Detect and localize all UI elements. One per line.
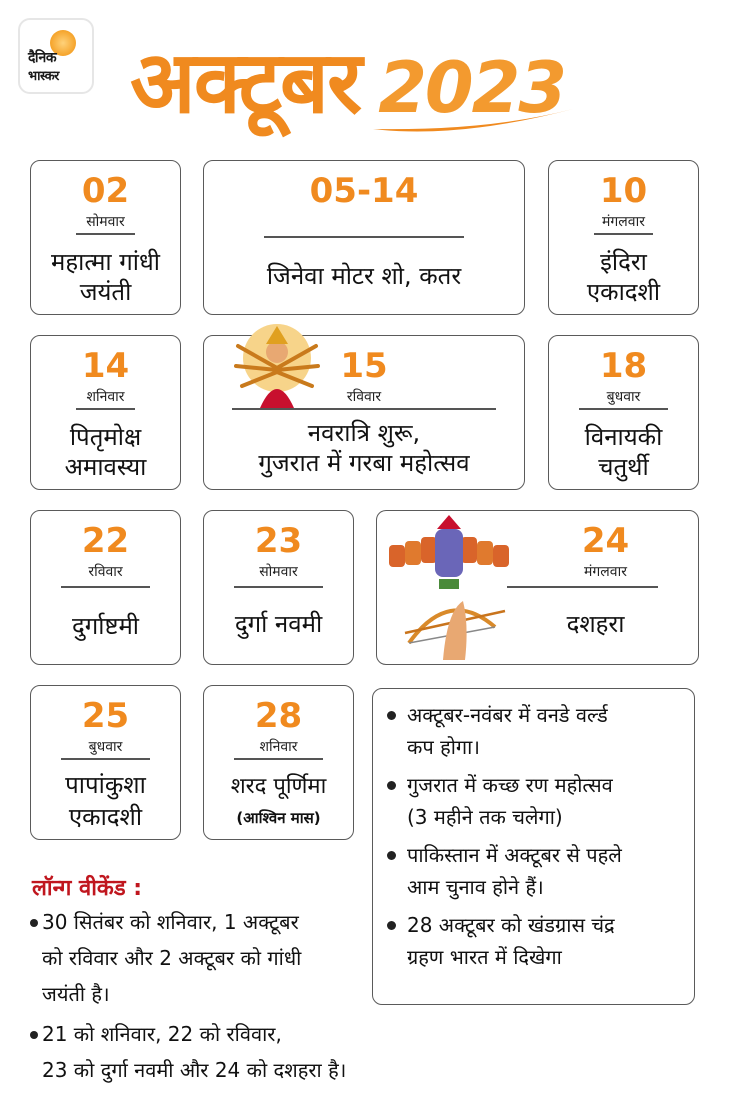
logo-line2: भास्कर (28, 69, 59, 84)
card-event-line1: इंदिरा (600, 248, 647, 276)
card-date: 28 (254, 696, 303, 736)
card-25 (30, 685, 181, 840)
card-event-line2: एकादशी (586, 278, 661, 306)
card-event-line2: एकादशी (68, 803, 143, 831)
ravana-and-bow-illustration (385, 515, 515, 660)
card-05-14 (203, 160, 525, 315)
card-divider (234, 586, 323, 588)
card-event-line1: महात्मा गांधी (51, 248, 160, 276)
card-date: 25 (81, 696, 130, 736)
card-event: दुर्गाष्टमी (71, 612, 140, 640)
bullet-icon (387, 781, 396, 790)
card-event-line2: गुजरात में गरबा महोत्सव (258, 449, 470, 477)
note-line2: कप होगा। (407, 735, 480, 759)
card-day: शनिवार (86, 389, 125, 405)
note-line1: पाकिस्तान में अक्टूबर से पहले (407, 843, 622, 867)
card-day: सोमवार (259, 564, 298, 580)
card-event: दशहरा (566, 610, 625, 638)
note-line1: अक्टूबर-नवंबर में वनडे वर्ल्ड (407, 703, 608, 727)
card-day: मंगलवार (602, 214, 645, 230)
card-divider (76, 233, 135, 235)
card-date: 18 (599, 346, 648, 386)
card-event: शरद पूर्णिमा (230, 774, 327, 799)
note-line2: ग्रहण भारत में दिखेगा (407, 945, 562, 969)
card-divider (76, 408, 135, 410)
card-date: 22 (81, 521, 130, 561)
card-date: 23 (254, 521, 303, 561)
card-event-line1: पितृमोक्ष (69, 423, 142, 451)
card-22 (30, 510, 181, 665)
card-event: दुर्गा नवमी (234, 610, 323, 638)
card-divider (264, 236, 464, 238)
card-date: 10 (599, 171, 648, 211)
card-day: मंगलवार (584, 564, 627, 580)
note-item (383, 699, 684, 763)
card-14 (30, 335, 181, 490)
long-weekend-list (30, 904, 370, 1092)
note-line1: गुजरात में कच्छ रण महोत्सव (407, 773, 613, 797)
note-item (383, 769, 684, 833)
dainik-bhaskar-logo (18, 18, 94, 94)
note-line2: आम चुनाव होने हैं। (407, 875, 544, 899)
lw-line1: 30 सितंबर को शनिवार, 1 अक्टूबर (42, 910, 299, 934)
bullet-icon (387, 851, 396, 860)
card-date: 15 (340, 346, 388, 386)
title-year (378, 33, 565, 143)
swoosh-decoration (368, 107, 578, 137)
bullet-icon (387, 711, 396, 720)
long-weekend-item (30, 904, 370, 1012)
note-item (383, 839, 684, 903)
note-line2: (3 महीने तक चलेगा) (407, 805, 563, 829)
card-divider (234, 758, 323, 760)
bullet-icon (30, 919, 38, 927)
card-day: रविवार (346, 389, 382, 405)
card-day: बुधवार (606, 389, 641, 405)
lw-line2: 23 को दुर्गा नवमी और 24 को दशहरा है। (42, 1058, 347, 1082)
card-15 (203, 335, 525, 490)
bullet-icon (387, 921, 396, 930)
card-date: 14 (81, 346, 130, 386)
card-divider (579, 408, 668, 410)
card-24 (376, 510, 699, 665)
card-event-line1: विनायकी (584, 423, 663, 451)
card-event-line2: अमावस्या (64, 453, 147, 481)
title-year-text: 2023 (378, 47, 566, 129)
card-02 (30, 160, 181, 315)
long-weekend-item (30, 1016, 370, 1088)
notes-list (373, 689, 694, 973)
logo-line1: दैनिक (28, 50, 57, 66)
card-date: 24 (581, 521, 630, 561)
note-line1: 28 अक्टूबर को खंडग्रास चंद्र (407, 913, 615, 937)
card-23 (203, 510, 354, 665)
long-weekend-heading: लॉन्ग वीकेंड : (32, 876, 143, 901)
notes-box (372, 688, 695, 1005)
card-event: जिनेवा मोटर शो, कतर (266, 262, 462, 290)
card-day: शनिवार (259, 739, 298, 755)
card-date: 02 (81, 171, 130, 211)
card-divider (61, 758, 150, 760)
card-event-line1: पापांकुशा (65, 771, 146, 799)
bullet-icon (30, 1031, 38, 1039)
card-divider (61, 586, 150, 588)
card-event-line2: जयंती (79, 278, 132, 306)
card-10 (548, 160, 699, 315)
card-18 (548, 335, 699, 490)
note-item (383, 909, 684, 973)
card-day: सोमवार (86, 214, 125, 230)
title-month: अक्टूबर (130, 33, 361, 133)
card-date: 05-14 (309, 171, 419, 211)
lw-line1: 21 को शनिवार, 22 को रविवार, (42, 1022, 282, 1046)
lw-line2: को रविवार और 2 अक्टूबर को गांधी (42, 946, 302, 970)
card-event-line1: नवरात्रि शुरू, (307, 419, 421, 447)
card-event-line2: चतुर्थी (598, 453, 649, 481)
card-28 (203, 685, 354, 840)
card-day: बुधवार (88, 739, 123, 755)
card-divider (507, 586, 658, 588)
card-divider (232, 408, 496, 410)
page-title (130, 28, 565, 138)
card-event-sub: (आश्विन मास) (236, 809, 321, 827)
lw-line3: जयंती है। (42, 982, 110, 1006)
card-divider (594, 233, 653, 235)
card-day: रविवार (88, 564, 123, 580)
